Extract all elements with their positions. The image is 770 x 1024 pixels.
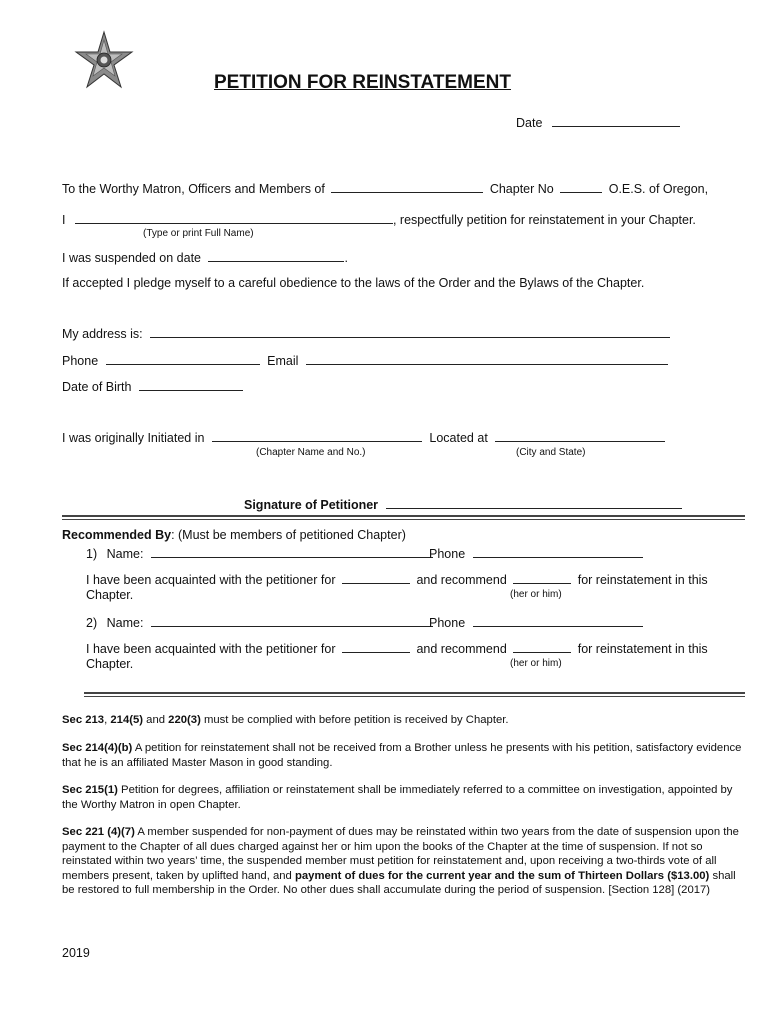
section-text: A petition for reinstatement shall not be received from a Brother unless he presents with his petition, satisfactory evidence that he is an affiliated Master Mason in good standing. [62,742,742,769]
recommender-2-pronoun-line[interactable] [513,641,571,653]
address-row [62,326,670,341]
footer-year: 2019 [62,946,90,960]
addressee-prefix: To the Worthy Matron, Officers and Members of [62,182,325,196]
chapter-no-line[interactable] [560,181,602,193]
recommended-label: Recommended By [62,528,172,542]
recommender-phone-label: Phone [429,616,466,630]
address-line[interactable] [150,326,670,338]
email-label: Email [267,354,299,368]
section-text: shall be restored to full membership in the Order. No other dues shall accumulate during the period of suspension. [Section 128] (2017) [62,869,736,896]
recommender-1-phone-line[interactable] [473,546,643,558]
section-sep: , [104,714,111,726]
initiation-row [62,430,665,445]
petition-statement: , respectfully petition for reinstatement in your Chapter. [392,213,696,227]
section-215 [62,783,742,812]
phone-line[interactable] [106,353,260,365]
section-214 [62,741,742,770]
recommender-name-label: Name: [106,547,144,561]
address-label: My address is: [62,327,143,341]
recommender-2-duration-line[interactable] [342,641,410,653]
section-213 [62,713,742,728]
recommender-1-ack [86,572,708,587]
located-line[interactable] [495,430,665,442]
recommender-2-phone-row [429,615,643,630]
ack-suffix: for reinstatement in this [577,573,708,587]
located-label: Located at [429,431,488,445]
section-text: A member suspended for non-payment of dues may be reinstated within two years from the date of suspension upon the payment to the Chapter of all dues charged against her or him upon the books of the Chapter at the time of suspension. If not so reinstated within two years’ time, the suspended member must petition for reinstatement and, upon receiving a two-thirds vote of all members present, taken by uplifted hand, and [62,826,739,882]
recommender-2-ack-end: Chapter. [86,657,134,671]
divider-top [62,515,745,520]
recommender-2-name-row [86,615,433,630]
recommender-number: 2) [86,616,98,630]
section-ref: 220(3) [168,714,201,726]
chapter-hint: (Chapter Name and No.) [256,447,366,458]
ack-mid: and recommend [416,573,507,587]
city-hint: (City and State) [516,447,586,458]
chapter-name-line[interactable] [331,181,483,193]
eastern-star-emblem [74,30,134,94]
dues-amount: payment of dues for the current year and the sum of Thirteen Dollars ($13.00) [294,869,710,882]
ack-suffix: for reinstatement in this [577,642,708,656]
recommender-1-duration-line[interactable] [342,572,410,584]
ack-prefix: I have been acquainted with the petitioner for [86,642,336,656]
pledge-text: If accepted I pledge myself to a careful obedience to the laws of the Order and the Bylaws of the Chapter. [62,276,645,290]
section-ref: 214(5) [110,714,144,726]
recommender-2-phone-line[interactable] [473,615,643,627]
phone-email-row [62,353,668,368]
section-ref: Sec 213 [62,714,105,726]
full-name-hint: (Type or print Full Name) [143,228,254,239]
page-title: PETITION FOR REINSTATEMENT [214,72,511,93]
oes-oregon: O.E.S. of Oregon, [608,182,709,196]
dob-row [62,379,243,394]
date-label: Date [516,116,543,130]
i-label: I [62,213,66,227]
phone-label: Phone [62,354,99,368]
recommender-phone-label: Phone [429,547,466,561]
date-field[interactable] [516,115,680,130]
signature-row [244,497,682,512]
chapter-no-label: Chapter No [489,182,554,196]
dob-label: Date of Birth [62,380,132,394]
suspended-label: I was suspended on date [62,251,201,265]
date-line[interactable] [552,115,680,127]
recommended-heading [62,528,406,542]
section-text: Petition for degrees, affiliation or reinstatement shall be immediately referred to a committee on investigation, appointed by the Worthy Matron in open Chapter. [62,784,733,811]
divider-bottom [84,692,745,697]
section-ref: Sec 221 (4)(7) [62,826,135,838]
recommender-1-pronoun-line[interactable] [513,572,571,584]
suspended-date-line[interactable] [208,250,344,262]
recommender-2-ack [86,641,708,656]
initiation-chapter-line[interactable] [212,430,422,442]
recommender-1-ack-end: Chapter. [86,588,134,602]
initiation-label: I was originally Initiated in [62,431,205,445]
section-text: must be complied with before petition is received by Chapter. [200,714,509,726]
recommender-2-hint: (her or him) [510,658,562,669]
section-ref: Sec 214(4)(b) [62,742,133,754]
dob-line[interactable] [139,379,243,391]
section-221 [62,825,742,898]
recommender-1-phone-row [429,546,643,561]
recommender-name-label: Name: [106,616,144,630]
suspended-line [62,250,348,265]
petitioner-name-line [62,212,696,227]
full-name-line[interactable] [75,212,393,224]
recommender-2-name-line[interactable] [151,615,433,627]
suspended-period: . [344,251,348,265]
section-ref: Sec 215(1) [62,784,118,796]
recommended-note: : (Must be members of petitioned Chapter) [171,528,406,542]
section-sep: and [143,714,169,726]
addressee-line [62,181,708,196]
signature-label: Signature of Petitioner [244,498,379,512]
recommender-1-name-line[interactable] [151,546,433,558]
email-line[interactable] [306,353,668,365]
recommender-1-name-row [86,546,433,561]
recommender-number: 1) [86,547,98,561]
signature-line[interactable] [386,497,682,509]
recommender-1-hint: (her or him) [510,589,562,600]
ack-prefix: I have been acquainted with the petitioner for [86,573,336,587]
ack-mid: and recommend [416,642,507,656]
